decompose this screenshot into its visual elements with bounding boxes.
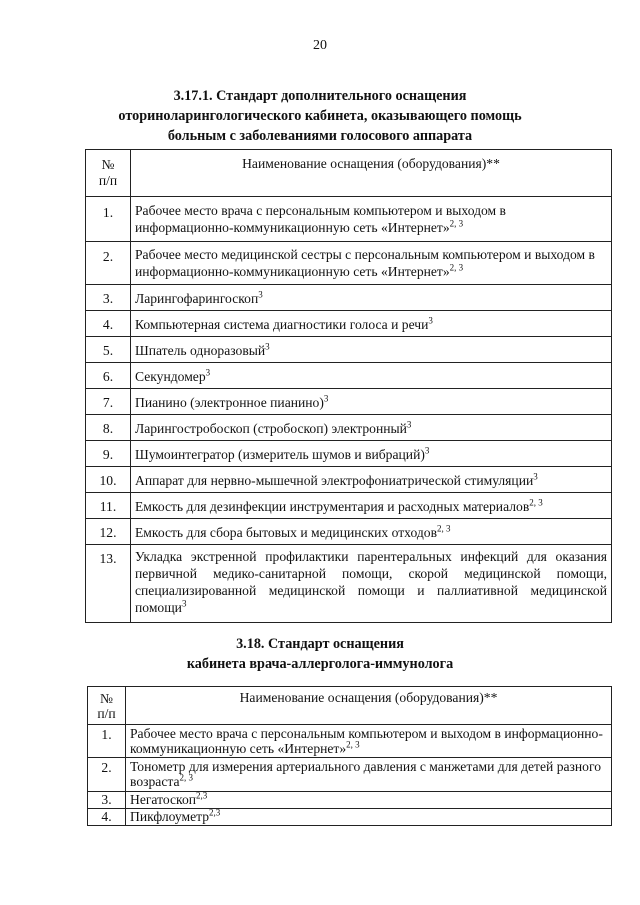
- table-row: [86, 441, 612, 467]
- row-number: 7.: [86, 389, 131, 415]
- num-header-abbrev: п/п: [97, 706, 116, 721]
- table-row: [86, 545, 612, 623]
- table-row: [86, 415, 612, 441]
- equipment-name: Негатоскоп$^{2,3}$: [126, 792, 612, 809]
- row-number: 3.: [88, 792, 126, 809]
- table-row: [88, 758, 612, 792]
- num-header-symbol: №: [100, 691, 113, 706]
- table-row: [88, 725, 612, 758]
- section-2-title-line: 3.18. Стандарт оснащения: [236, 636, 404, 652]
- name-column-header: Наименование оснащения (оборудования)**: [126, 687, 612, 725]
- equipment-name: Тонометр для измерения артериального давления с манжетами для детей разного возраста$^{2, 3}$: [126, 758, 612, 792]
- section-1-title-line: 3.17.1. Стандарт дополнительного оснащения: [173, 88, 467, 104]
- table-row: [86, 363, 612, 389]
- equipment-name: Ларингофарингоскоп$^3$: [131, 285, 612, 311]
- equipment-name: Аппарат для нервно-мышечной электрофониатрической стимуляции$^3$: [131, 467, 612, 493]
- row-number: 13.: [86, 545, 131, 623]
- equipment-name: Ларингостробоскоп (стробоскоп) электронный$^3$: [131, 415, 612, 441]
- section-2-title-line: кабинета врача-аллерголога-иммунолога: [186, 656, 454, 672]
- num-column-header: [88, 687, 126, 725]
- equipment-name: Компьютерная система диагностики голоса и речи$^3$: [131, 311, 612, 337]
- section-1-title: [0, 86, 640, 146]
- equipment-name: Пикфлоуметр$^{2,3}$: [126, 809, 612, 826]
- row-number: 4.: [88, 809, 126, 826]
- table-header-row: [86, 150, 612, 197]
- num-header-symbol: №: [101, 157, 115, 172]
- table-row: [86, 519, 612, 545]
- equipment-name: Емкость для сбора бытовых и медицинских отходов$^{2, 3}$: [131, 519, 612, 545]
- table-row: [86, 337, 612, 363]
- row-number: 2.: [86, 242, 131, 285]
- equipment-name: Рабочее место врача с персональным компьютером и выходом в информационно-коммуникационную сеть «Интернет»$^{2, 3}$: [126, 725, 612, 758]
- table-row: [86, 311, 612, 337]
- equipment-name: Секундомер$^3$: [131, 363, 612, 389]
- row-number: 6.: [86, 363, 131, 389]
- equipment-name: Шумоинтегратор (измеритель шумов и вибраций)$^3$: [131, 441, 612, 467]
- equipment-name: Шпатель одноразовый$^3$: [131, 337, 612, 363]
- row-number: 1.: [86, 197, 131, 242]
- section-2-title: [0, 634, 640, 674]
- row-number: 4.: [86, 311, 131, 337]
- row-number: 12.: [86, 519, 131, 545]
- table-row: [86, 285, 612, 311]
- table-header-row: [88, 687, 612, 725]
- table-row: [86, 389, 612, 415]
- row-number: 11.: [86, 493, 131, 519]
- row-number: 10.: [86, 467, 131, 493]
- num-header-abbrev: п/п: [98, 173, 118, 188]
- row-number: 1.: [88, 725, 126, 758]
- row-number: 8.: [86, 415, 131, 441]
- table-row: [86, 242, 612, 285]
- row-number: 9.: [86, 441, 131, 467]
- section-1-title-line: оториноларингологического кабинета, оказывающего помощь: [118, 108, 522, 124]
- table-row: [86, 493, 612, 519]
- equipment-name: Пианино (электронное пианино)$^3$: [131, 389, 612, 415]
- num-column-header: [86, 150, 131, 197]
- table-row: [88, 809, 612, 826]
- section-1-title-line: больным с заболеваниями голосового аппарата: [167, 128, 473, 144]
- equipment-name: Укладка экстренной профилактики парентеральных инфекций для оказания первичной медико-санитарной помощи, скорой медицинской помощи, специализированной медицинской помощи и паллиативной медицинской помощи$^3$: [131, 545, 612, 623]
- table-row: [86, 467, 612, 493]
- page-number: 20: [313, 38, 327, 53]
- row-number: 3.: [86, 285, 131, 311]
- equipment-name: Емкость для дезинфекции инструментария и расходных материалов$^{2, 3}$: [131, 493, 612, 519]
- equipment-table-2: [87, 686, 612, 826]
- equipment-table-1: [85, 149, 612, 623]
- table-row: [88, 792, 612, 809]
- table-row: [86, 197, 612, 242]
- equipment-name: Рабочее место медицинской сестры с персональным компьютером и выходом в информационно-коммуникационную сеть «Интернет»$^{2, 3}$: [131, 242, 612, 285]
- equipment-name: Рабочее место врача с персональным компьютером и выходом в информационно-коммуникационную сеть «Интернет»$^{2, 3}$: [131, 197, 612, 242]
- row-number: 2.: [88, 758, 126, 792]
- name-column-header: Наименование оснащения (оборудования)**: [131, 150, 612, 197]
- row-number: 5.: [86, 337, 131, 363]
